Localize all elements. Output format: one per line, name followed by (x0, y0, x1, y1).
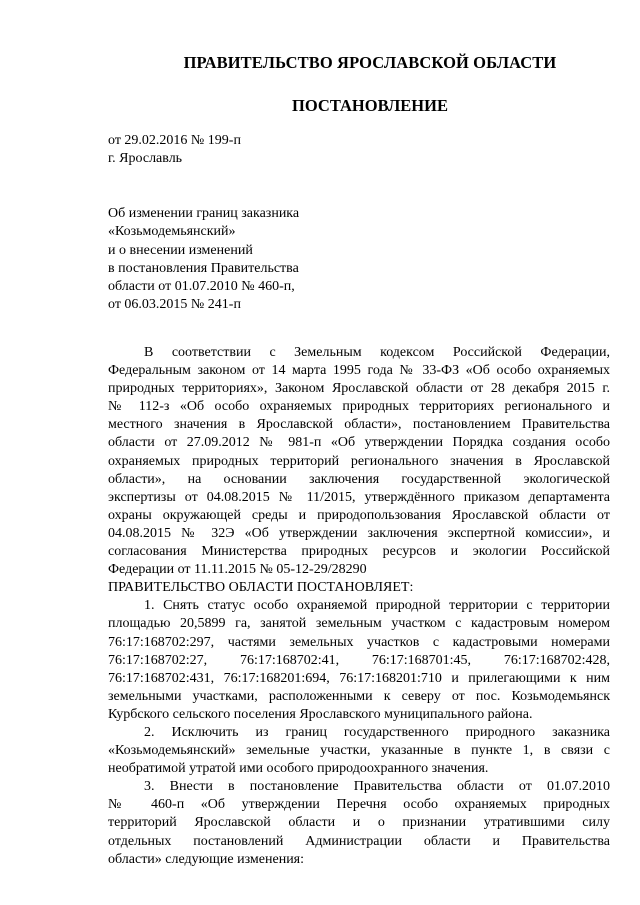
preamble-line: охраняемых природных территорий регионального значения в Ярославской (108, 453, 610, 469)
preamble-line: области», на основании заключения государственной экологической (108, 471, 610, 487)
subject-line: области от 01.07.2010 № 460-п, (108, 279, 295, 295)
subject-line: в постановления Правительства (108, 260, 299, 276)
subject-line: от 06.03.2015 № 241-п (108, 297, 241, 313)
preamble-line: № 112-з «Об особо охраняемых природных территориях регионального и (108, 399, 610, 415)
preamble-line: местного значения в Ярославской области», постановлением Правительства (108, 417, 610, 433)
preamble (108, 344, 610, 579)
item-line: 3. Внести в постановление Правительства области от 01.07.2010 (144, 779, 610, 795)
document-type-heading: ПОСТАНОВЛЕНИЕ (292, 96, 448, 115)
subject-line: и о внесении изменений (108, 242, 253, 258)
document-body (108, 344, 610, 869)
resolves-heading: ПРАВИТЕЛЬСТВО ОБЛАСТИ ПОСТАНОВЛЯЕТ: (108, 580, 414, 596)
subject-line: Об изменении границ заказника (108, 206, 300, 221)
preamble-line: природных территориях», Законом Ярославской области от 28 декабря 2015 г. (108, 381, 610, 397)
item-line: 76:17:168702:431, 76:17:168201:694, 76:17:168201:710 и прилегающими к ним (108, 670, 610, 686)
item-2 (108, 724, 610, 778)
item-line: «Козьмодемьянский» земельные участки, указанные в пункте 1, в связи с (108, 743, 610, 759)
preamble-line: Федеральным законом от 14 марта 1995 года № 33-ФЗ «Об особо охраняемых (108, 363, 610, 379)
item-line: Курбского сельского поселения Ярославского муниципального района. (108, 706, 533, 722)
preamble-line: В соответствии с Земельным кодексом Российской Федерации, (144, 345, 610, 360)
subject-line: «Козьмодемьянский» (108, 224, 236, 240)
preamble-line: 04.08.2015 № 32Э «Об утверждении заключения экспертной комиссии», и (108, 525, 610, 541)
item-line: 76:17:168702:297, частями земельных участков с кадастровыми номерами (108, 634, 610, 650)
item-line: земельными участками, расположенными к северу от пос. Козьмодемьянск (108, 688, 610, 704)
document-meta (108, 132, 241, 168)
item-line: 1. Снять статус особо охраняемой природной территории с территории (144, 598, 610, 614)
preamble-line: согласования Министерства природных ресурсов и экологии Российской (108, 544, 610, 560)
item-line: территорий Ярославской области и о признании утратившими силу (108, 815, 610, 831)
item-line: области» следующие изменения: (108, 851, 305, 867)
item-line: площадью 20,5899 га, занятой земельным участком с кадастровым номером (108, 616, 610, 632)
item-line: 76:17:168702:27, 76:17:168702:41, 76:17:168701:45, 76:17:168702:428, (108, 652, 610, 668)
government-heading: ПРАВИТЕЛЬСТВО ЯРОСЛАВСКОЙ ОБЛАСТИ (183, 53, 557, 72)
document-subject (108, 205, 299, 315)
item-line: 2. Исключить из границ государственного природного заказника (144, 724, 610, 740)
preamble-line: экспертизы от 04.08.2015 № 11/2015, утверждённого приказом департамента (108, 489, 610, 505)
preamble-line: охраны окружающей среды и природопользования Ярославской области от (108, 507, 610, 523)
city: г. Ярославль (108, 151, 183, 167)
item-3 (108, 778, 610, 868)
date-number: от 29.02.2016 № 199-п (108, 133, 241, 148)
item-line: необратимой утратой ими особого природоохранного значения. (108, 761, 489, 777)
preamble-line: области от 27.09.2012 № 981-п «Об утверждении Порядка создания особо (108, 435, 610, 451)
preamble-line: Федерации от 11.11.2015 № 05-12-29/28290 (108, 562, 367, 578)
item-line: № 460-п «Об утверждении Перечня особо охраняемых природных (108, 797, 610, 813)
item-line: отдельных постановлений Администрации области и Правительства (108, 833, 610, 849)
item-1 (108, 597, 610, 724)
